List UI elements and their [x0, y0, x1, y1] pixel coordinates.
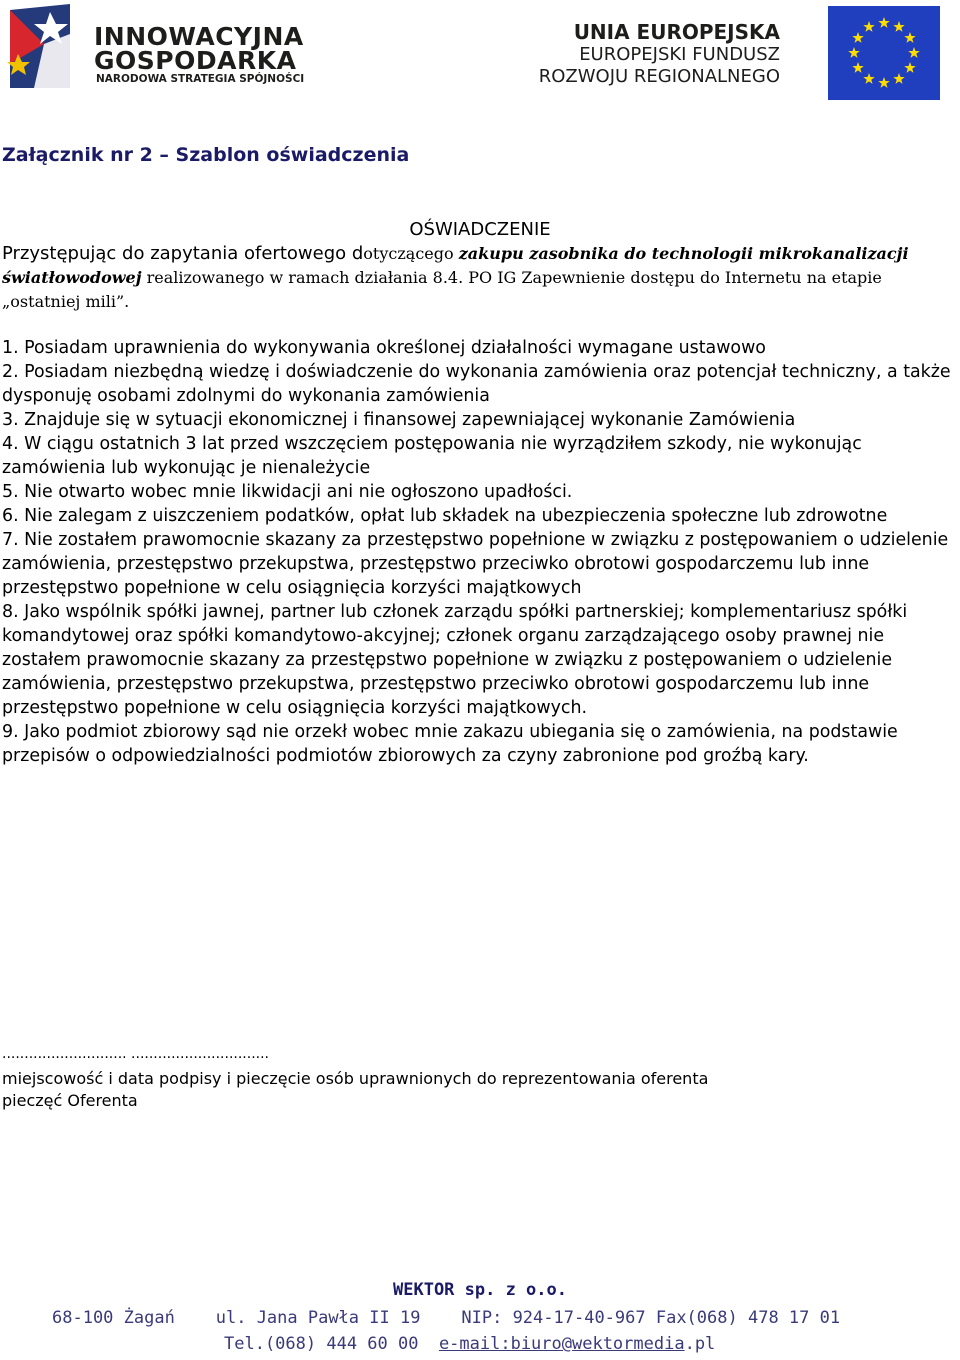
statement-item: 3. Znajduje się w sytuacji ekonomicznej i finansowej zapewniającej wykonanie Zamówienia	[2, 410, 796, 430]
intro-paragraph	[2, 242, 947, 314]
eu-logo	[540, 4, 960, 100]
eu-star-icon	[852, 62, 863, 73]
statement-item: 1. Posiadam uprawnienia do wykonywania określonej działalności wymagane ustawowo	[2, 338, 766, 358]
eu-logo-line-3: ROZWOJU REGIONALNEGO	[538, 66, 780, 87]
statement-item: 9. Jako podmiot zbiorowy sąd nie orzekł wobec mnie zakazu ubiegania się o zamówienia, na podstawie przepisów o odpowiedzialności podmiotów zbiorowych za czyny zabronione pod groźbą kary.	[2, 722, 898, 766]
footer-email-suffix: .pl	[684, 1334, 716, 1354]
logo-line-1: INNOWACYJNA	[94, 22, 304, 51]
eu-star-icon	[852, 32, 863, 43]
footer-company: WEKTOR sp. z o.o.	[393, 1280, 567, 1300]
signature-caption-line-2: pieczęć Oferenta	[2, 1091, 138, 1110]
page-title: Załącznik nr 2 – Szablon oświadczenia	[2, 144, 410, 166]
statement-item: 6. Nie zalegam z uiszczeniem podatków, opłat lub składek na ubezpieczenia społeczne lub zdrowotne	[2, 506, 888, 526]
statement-heading: OŚWIADCZENIE	[409, 219, 551, 240]
eu-logo-line-1: UNIA EUROPEJSKA	[573, 20, 780, 44]
ig-emblem-icon	[4, 4, 86, 94]
eu-star-icon	[848, 47, 859, 58]
statement-list	[2, 336, 959, 768]
logo-line-2: GOSPODARKA	[94, 46, 297, 75]
innowacyjna-gospodarka-logo	[4, 4, 324, 96]
signature-line: ............................ ...............................	[2, 1046, 270, 1062]
footer-phone: Tel.(068) 444 60 00	[224, 1334, 439, 1354]
intro-part-1: Przystępując do zapytania ofertowego d	[2, 243, 364, 264]
eu-star-icon	[908, 47, 919, 58]
footer-email-link[interactable]: e-mail:biuro@wektormedia	[438, 1334, 685, 1354]
eu-star-icon	[904, 32, 915, 43]
logo-line-3: NARODOWA STRATEGIA SPÓJNOŚCI	[96, 73, 305, 85]
statement-item: 8. Jako wspólnik spółki jawnej, partner lub członek zarządu spółki partnerskiej; komplementariusz spółki komandytowej oraz spółki komandytowo-akcyjnej; członek organu zarządzającego osoby prawnej nie zostałem prawomocnie skazany za przestępstwo popełnione w związku z postępowaniem o udzielenie zamówienia, przestępstwo przekupstwa, przestępstwo przeciwko obrotowi gospodarczemu lub inne przestępstwo popełnione w celu osiągnięcia korzyści majątkowych.	[2, 602, 908, 718]
statement-item: 5. Nie otwarto wobec mnie likwidacji ani nie ogłoszono upadłości.	[2, 482, 573, 502]
intro-part-4: realizowanego w ramach działania 8.4. PO IG Zapewnienie dostępu do Internetu na etapie „ostatniej mili”.	[2, 268, 882, 311]
statement-item: 4. W ciągu ostatnich 3 lat przed wszczęciem postępowania nie wyrządziłem szkody, nie wykonując zamówienia lub wykonując je nienależycie	[2, 434, 862, 478]
intro-part-3: zakupu zasobnika do technologii mikrokanalizacji światłowodowej	[2, 244, 909, 287]
footer-contact-line	[224, 1334, 715, 1354]
eu-star-icon	[878, 17, 889, 28]
eu-star-icon	[904, 62, 915, 73]
signature-caption	[2, 1068, 708, 1112]
eu-star-icon	[878, 77, 889, 88]
footer-address-line: 68-100 Żagań ul. Jana Pawła II 19 NIP: 924-17-40-967 Fax(068) 478 17 01	[52, 1308, 841, 1328]
eu-star-icon	[893, 73, 904, 84]
eu-flag-icon	[828, 6, 940, 100]
eu-star-icon	[893, 21, 904, 32]
signature-caption-line-1: miejscowość i data podpisy i pieczęcie osób uprawnionych do reprezentowania oferenta	[2, 1069, 709, 1088]
intro-part-2: otyczącego	[363, 244, 459, 263]
eu-star-icon	[863, 21, 874, 32]
statement-item: 2. Posiadam niezbędną wiedzę i doświadczenie do wykonania zamówienia oraz potencjał techniczny, a także dysponuję osobami zdolnymi do wykonania zamówienia	[2, 362, 951, 406]
eu-star-icon	[863, 73, 874, 84]
statement-item: 7. Nie zostałem prawomocnie skazany za przestępstwo popełnione w związku z postępowaniem o udzielenie zamówienia, przestępstwo przekupstwa, przestępstwo przeciwko obrotowi gospodarczemu lub inne przestępstwo popełnione w celu osiągnięcia korzyści majątkowych	[2, 530, 949, 598]
eu-logo-line-2: EUROPEJSKI FUNDUSZ	[579, 44, 780, 65]
